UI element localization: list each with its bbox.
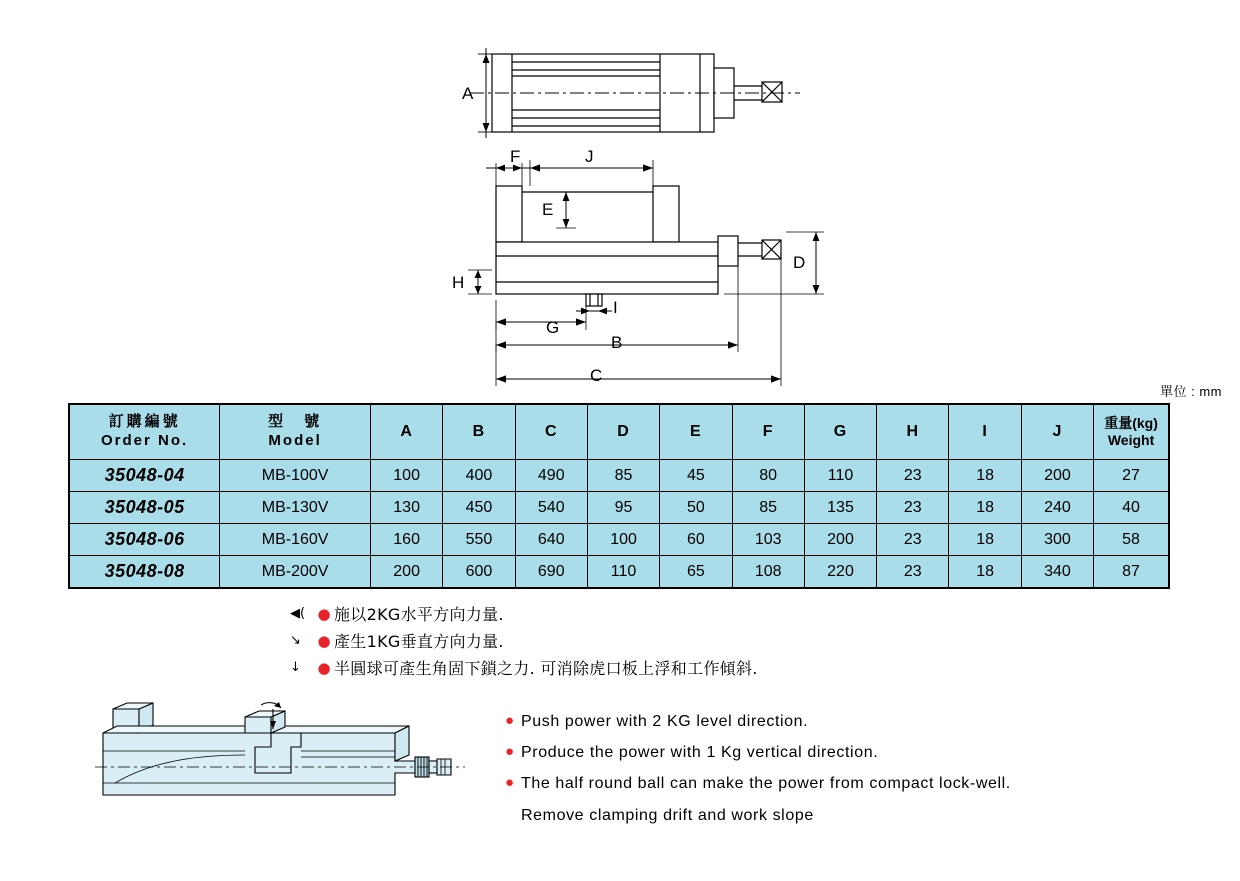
cell-model: MB-200V: [220, 556, 371, 589]
cell-d: 100: [587, 524, 659, 556]
header-dim-g: G: [804, 404, 876, 460]
chinese-note-text: 半圓球可產生角固下鎖之力. 可消除虎口板上浮和工作傾斜.: [334, 659, 758, 678]
header-dim-f: F: [732, 404, 804, 460]
cell-e: 65: [660, 556, 732, 589]
english-note-text: Push power with 2 KG level direction.: [521, 713, 809, 730]
cell-order-no: 35048-05: [69, 492, 220, 524]
bullet-icon: ●: [317, 604, 331, 623]
vise-illustration: [95, 695, 465, 825]
technical-drawing: [0, 0, 1240, 400]
cell-e: 60: [660, 524, 732, 556]
cell-order-no: 35048-04: [69, 460, 220, 492]
cell-b: 400: [443, 460, 515, 492]
cell-i: 18: [949, 460, 1021, 492]
chinese-note-item: [290, 600, 990, 627]
bullet-icon: ●: [505, 774, 515, 792]
english-note-item: [505, 772, 1205, 795]
header-weight-cn: 重量(kg): [1104, 414, 1158, 431]
cell-i: 18: [949, 492, 1021, 524]
cell-a: 160: [370, 524, 442, 556]
cell-h: 23: [877, 556, 949, 589]
header-dim-i: I: [949, 404, 1021, 460]
chinese-note-text: 產生1KG垂直方向力量.: [334, 632, 504, 651]
dim-label-g: G: [546, 318, 560, 337]
cell-h: 23: [877, 460, 949, 492]
table-row: [69, 524, 1169, 556]
cell-h: 23: [877, 492, 949, 524]
dim-label-i: I: [613, 298, 618, 317]
header-order-no-cn: 訂購編號: [108, 413, 181, 431]
table-row: [69, 460, 1169, 492]
header-weight: [1094, 404, 1169, 460]
cell-j: 200: [1021, 460, 1093, 492]
english-note-subtext: Remove clamping drift and work slope: [521, 806, 814, 824]
cell-i: 18: [949, 524, 1021, 556]
cell-g: 220: [804, 556, 876, 589]
cell-model: MB-130V: [220, 492, 371, 524]
cell-d: 85: [587, 460, 659, 492]
cell-f: 108: [732, 556, 804, 589]
cell-h: 23: [877, 524, 949, 556]
cell-f: 103: [732, 524, 804, 556]
cell-d: 95: [587, 492, 659, 524]
cell-order-no: 35048-08: [69, 556, 220, 589]
cell-g: 200: [804, 524, 876, 556]
cell-e: 50: [660, 492, 732, 524]
dim-label-j: J: [585, 147, 594, 166]
dim-label-a: A: [462, 84, 474, 103]
cell-b: 600: [443, 556, 515, 589]
english-note-text: Produce the power with 1 Kg vertical direction.: [521, 744, 879, 762]
english-notes: [505, 710, 1205, 827]
cell-weight: 40: [1094, 492, 1169, 524]
dim-label-h: H: [452, 273, 465, 292]
header-order-no-en: Order No.: [101, 432, 189, 449]
cell-f: 80: [732, 460, 804, 492]
dim-label-c: C: [590, 366, 603, 385]
dim-label-f: F: [510, 147, 521, 166]
bullet-icon: ●: [505, 743, 515, 761]
cell-model: MB-160V: [220, 524, 371, 556]
spec-table: [68, 403, 1170, 589]
cell-weight: 87: [1094, 556, 1169, 589]
header-model-cn: 型 號: [268, 413, 323, 431]
header-model: [220, 404, 371, 460]
bullet-icon: ●: [505, 712, 515, 729]
cell-f: 85: [732, 492, 804, 524]
cell-c: 540: [515, 492, 587, 524]
header-dim-b: B: [443, 404, 515, 460]
table-header-row: [69, 404, 1169, 460]
cell-j: 340: [1021, 556, 1093, 589]
header-dim-c: C: [515, 404, 587, 460]
chinese-note-item: [290, 627, 990, 654]
cell-e: 45: [660, 460, 732, 492]
cell-a: 100: [370, 460, 442, 492]
header-dim-j: J: [1021, 404, 1093, 460]
spec-table-wrapper: [68, 403, 1170, 589]
chinese-note-item: [290, 654, 990, 681]
cell-c: 640: [515, 524, 587, 556]
chinese-note-text: 施以2KG水平方向力量.: [334, 605, 504, 624]
cell-b: 550: [443, 524, 515, 556]
header-dim-h: H: [877, 404, 949, 460]
cell-b: 450: [443, 492, 515, 524]
english-note-item: [505, 710, 1205, 733]
chinese-notes: [290, 600, 990, 681]
english-note-item: [505, 741, 1205, 764]
header-dim-e: E: [660, 404, 732, 460]
cell-d: 110: [587, 556, 659, 589]
header-weight-en: Weight: [1107, 432, 1155, 448]
english-note-text: The half round ball can make the power from compact lock-well.: [521, 775, 1011, 793]
header-dim-d: D: [587, 404, 659, 460]
arrow-down-icon: ↓: [290, 660, 301, 675]
arrow-diagonal-icon: ↘: [290, 633, 301, 648]
dim-label-e: E: [542, 200, 554, 219]
cell-a: 200: [370, 556, 442, 589]
header-dim-a: A: [370, 404, 442, 460]
cell-weight: 58: [1094, 524, 1169, 556]
cell-c: 690: [515, 556, 587, 589]
dim-label-b: B: [611, 333, 623, 352]
cell-model: MB-100V: [220, 460, 371, 492]
cell-c: 490: [515, 460, 587, 492]
table-row: [69, 556, 1169, 589]
dim-label-d: D: [793, 253, 806, 272]
cell-g: 110: [804, 460, 876, 492]
cell-j: 300: [1021, 524, 1093, 556]
cell-i: 18: [949, 556, 1021, 589]
cell-order-no: 35048-06: [69, 524, 220, 556]
table-row: [69, 492, 1169, 524]
cell-a: 130: [370, 492, 442, 524]
header-model-en: Model: [268, 432, 322, 449]
cell-weight: 27: [1094, 460, 1169, 492]
cell-j: 240: [1021, 492, 1093, 524]
arrow-left-icon: ◀(: [290, 606, 306, 621]
cell-g: 135: [804, 492, 876, 524]
bullet-icon: ●: [317, 631, 331, 650]
header-order-no: [69, 404, 220, 460]
unit-note: 單位 : mm: [1160, 384, 1222, 399]
bullet-icon: ●: [317, 658, 331, 677]
